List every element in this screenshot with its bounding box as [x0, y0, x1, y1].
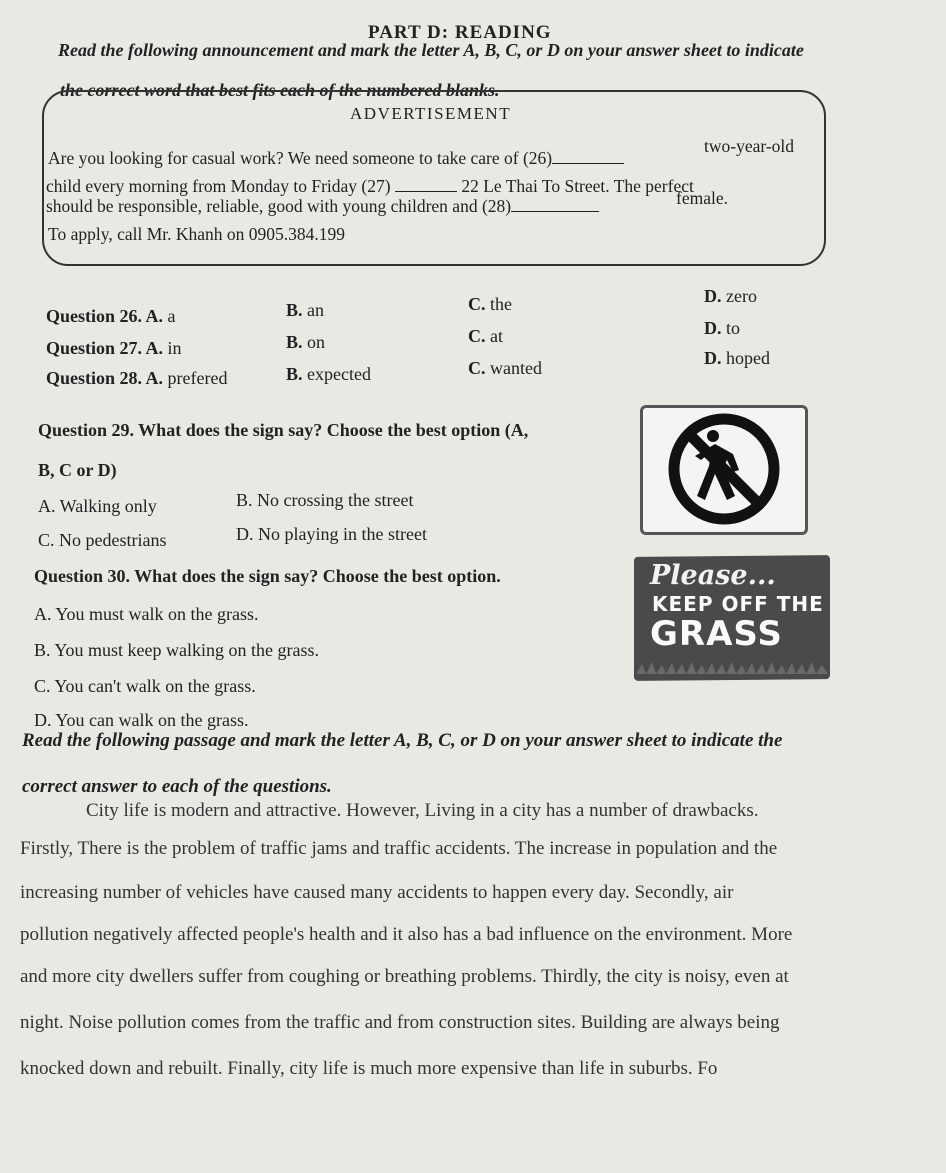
q26-option-b: an [307, 300, 325, 320]
q29-stem-1: Question 29. What does the sign say? Choose the best option (A, [38, 420, 529, 440]
instruction2-line-1: Read the following passage and mark the letter A, B, C, or D on your answer sheet to indicate the [22, 730, 783, 751]
q29-option-c[interactable]: C. No pedestrians [38, 530, 167, 550]
q30-option-c[interactable]: C. You can't walk on the grass. [34, 676, 256, 696]
q27-c[interactable]: C. at [468, 326, 503, 346]
passage-line-3: increasing number of vehicles have caused many accidents to happen every day. Secondly, air [20, 882, 734, 903]
blank-27[interactable] [395, 190, 457, 192]
q28-label: Question 28. A. [46, 368, 164, 388]
ad-line-2 [46, 176, 694, 197]
q26-c[interactable]: C. the [468, 294, 512, 314]
q29-stem-2: B, C or D) [38, 460, 117, 480]
q27-option-a[interactable]: in [167, 338, 182, 358]
q27-option-c: at [490, 326, 503, 346]
grass-icon [636, 658, 828, 674]
question-26 [46, 306, 176, 327]
q30-stem: Question 30. What does the sign say? Choose the best option. [34, 566, 501, 586]
q28-option-a[interactable]: prefered [167, 368, 228, 388]
q28-b[interactable]: B. expected [286, 364, 371, 384]
q27-option-d: to [726, 318, 741, 338]
ad-line-2-end: 22 Le Thai To Street. The perfect [461, 176, 694, 196]
ad-line-3-end: female. [676, 188, 728, 208]
q29-option-d[interactable]: D. No playing in the street [236, 524, 427, 544]
instruction2-line-2: correct answer to each of the questions. [22, 776, 332, 797]
q28-option-d: hoped [726, 348, 770, 368]
instruction-line-2: the correct word that best fits each of the numbered blanks. [60, 80, 500, 100]
advertisement-title: ADVERTISEMENT [350, 104, 512, 123]
sign-grass-text: GRASS [650, 614, 783, 654]
ad-line-1-text: Are you looking for casual work? We need someone to take care of (26) [48, 148, 553, 168]
q28-c[interactable]: C. wanted [468, 358, 542, 378]
q26-option-c: the [490, 294, 512, 314]
passage-line-2: Firstly, There is the problem of traffic jams and traffic accidents. The increase in population and the [20, 838, 778, 859]
q30-option-a[interactable]: A. You must walk on the grass. [34, 604, 259, 624]
passage-line-7: knocked down and rebuilt. Finally, city life is much more expensive than life in suburbs. Fo [20, 1058, 718, 1079]
q26-label: Question 26. A. [46, 306, 164, 326]
ad-line-1-end: two-year-old [704, 136, 795, 156]
q29-option-b[interactable]: B. No crossing the street [236, 490, 414, 510]
q28-option-c: wanted [490, 358, 542, 378]
passage-line-5: and more city dwellers suffer from coughing or breathing problems. Thirdly, the city is noisy, even at [20, 966, 789, 987]
ad-line-1 [48, 148, 624, 169]
passage-line-4: pollution negatively affected people's health and it also has a bad influence on the environment. More [20, 924, 793, 945]
q26-d[interactable]: D. zero [704, 286, 757, 306]
blank-28[interactable] [511, 210, 599, 212]
ad-line-3-text: should be responsible, reliable, good with young children and (28) [46, 196, 512, 216]
q27-option-b: on [307, 332, 326, 352]
ad-line-2-text: child every morning from Monday to Friday (27) [46, 176, 391, 196]
section-title: PART D: READING [368, 22, 552, 43]
ad-line-3 [46, 196, 599, 217]
q27-b[interactable]: B. on [286, 332, 326, 352]
question-28 [46, 368, 227, 389]
q27-d[interactable]: D. to [704, 318, 741, 338]
ad-line-4: To apply, call Mr. Khanh on 0905.384.199 [48, 224, 346, 244]
no-walking-icon [643, 408, 805, 532]
q30-option-d[interactable]: D. You can walk on the grass. [34, 710, 249, 730]
q28-d[interactable]: D. hoped [704, 348, 770, 368]
blank-26[interactable] [552, 162, 624, 164]
q26-b[interactable]: B. an [286, 300, 325, 320]
q29-option-a[interactable]: A. Walking only [38, 496, 157, 516]
q27-label: Question 27. A. [46, 338, 164, 358]
question-27 [46, 338, 182, 359]
instruction-line-1: Read the following announcement and mark the letter A, B, C, or D on your answer sheet to indicate [58, 40, 804, 60]
sign-please-text: Please... [650, 560, 776, 591]
sign-keep-off-text: KEEP OFF THE [652, 592, 824, 616]
q30-option-b[interactable]: B. You must keep walking on the grass. [34, 640, 319, 660]
passage-line-6: night. Noise pollution comes from the traffic and from construction sites. Building are always being [20, 1012, 780, 1033]
passage-line-1: City life is modern and attractive. However, Living in a city has a number of drawbacks. [86, 800, 759, 821]
q26-option-a[interactable]: a [167, 306, 176, 326]
no-pedestrians-sign [640, 405, 808, 535]
q28-option-b: expected [307, 364, 371, 384]
q26-option-d: zero [726, 286, 757, 306]
